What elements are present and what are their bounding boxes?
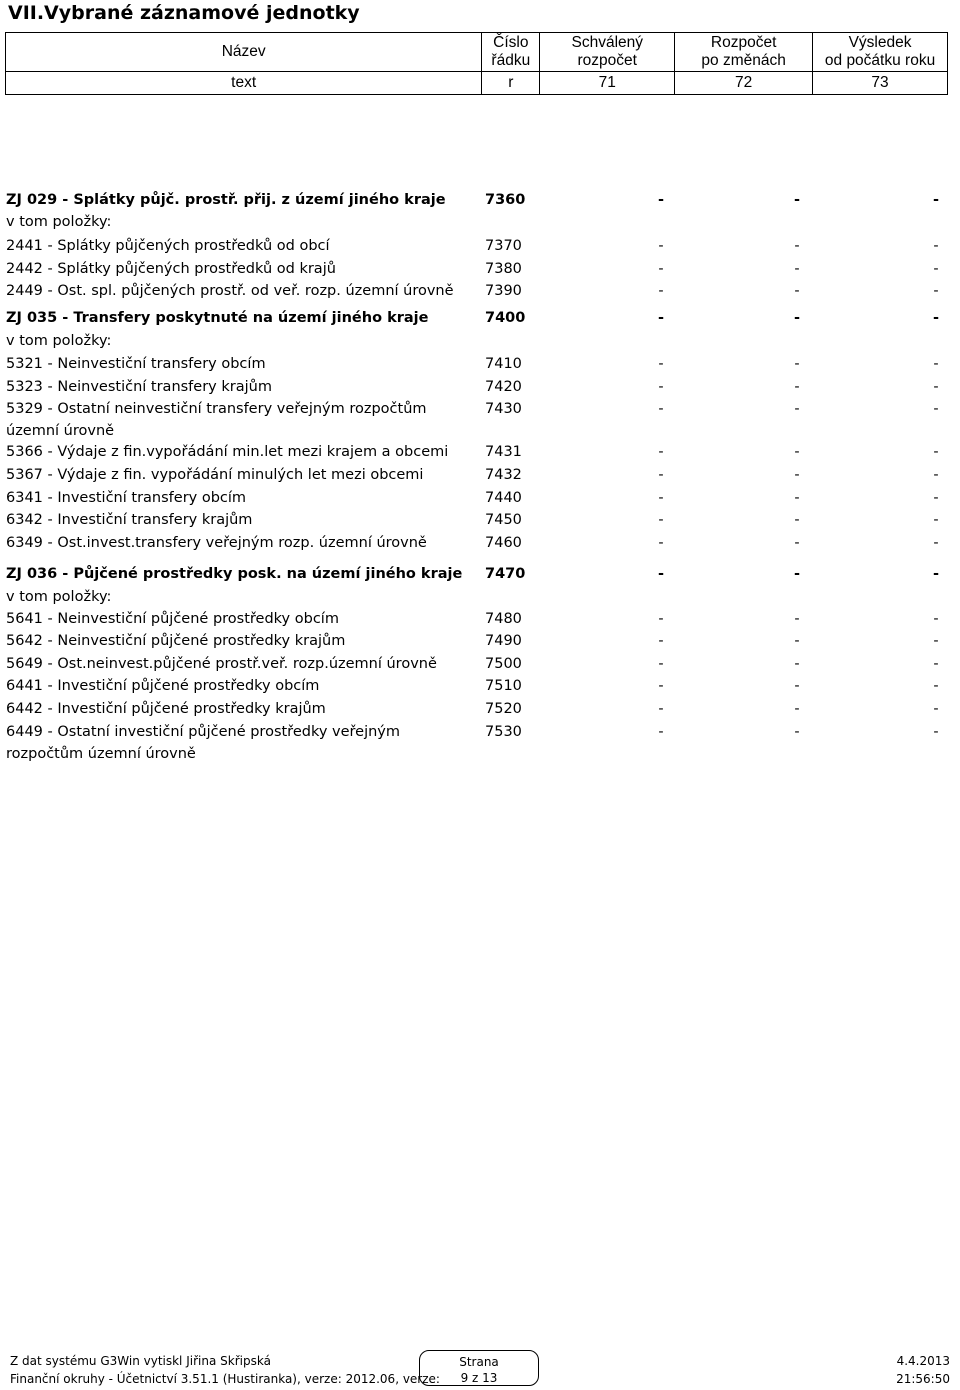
approved-budget-value: -: [658, 379, 664, 395]
row-label: 5323 - Neinvestiční transfery krajům: [6, 379, 272, 395]
approved-budget-value: -: [658, 656, 664, 672]
ytd-result-value: -: [933, 379, 939, 395]
adjusted-budget-value: -: [794, 633, 800, 649]
approved-budget-value: -: [658, 490, 664, 506]
subheader-row: r: [482, 72, 540, 95]
adjusted-budget-value: -: [794, 490, 800, 506]
approved-budget-value: -: [658, 261, 664, 277]
adjusted-budget-value: -: [794, 535, 800, 551]
footer-time: 21:56:50: [896, 1372, 950, 1386]
row-number: 7490: [485, 633, 522, 649]
approved-budget-value: -: [658, 535, 664, 551]
row-label: 5641 - Neinvestiční půjčené prostředky obcím: [6, 611, 339, 627]
header-approved-budget: Schválený rozpočet: [540, 33, 675, 72]
approved-budget-value: -: [658, 512, 664, 528]
ytd-result-value: -: [932, 310, 940, 326]
approved-budget-value: -: [658, 678, 664, 694]
row-label: 6442 - Investiční půjčené prostředky krajům: [6, 701, 326, 717]
row-label: 5329 - Ostatní neinvestiční transfery veřejným rozpočtům územní úrovně: [6, 401, 427, 439]
ytd-result-value: -: [933, 401, 939, 417]
ytd-result-value: -: [933, 724, 939, 740]
approved-budget-value: -: [658, 401, 664, 417]
approved-budget-value: -: [658, 356, 664, 372]
approved-budget-value: -: [658, 238, 664, 254]
row-label: ZJ 029 - Splátky půjč. prostř. přij. z území jiného kraje: [6, 192, 446, 208]
ytd-result-value: -: [933, 611, 939, 627]
adjusted-budget-value: -: [793, 310, 801, 326]
approved-budget-value: -: [658, 283, 664, 299]
adjusted-budget-value: -: [794, 261, 800, 277]
row-label: 5367 - Výdaje z fin. vypořádání minulých let mezi obcemi: [6, 467, 424, 483]
row-number: 7530: [485, 724, 522, 740]
approved-budget-value: -: [657, 310, 665, 326]
page-value: 9 z 13: [460, 1371, 498, 1385]
row-label: 6441 - Investiční půjčené prostředky obcím: [6, 678, 320, 694]
row-label: ZJ 035 - Transfery poskytnuté na území jiného kraje: [6, 310, 429, 326]
subheader-b: 72: [675, 72, 813, 95]
approved-budget-value: -: [658, 701, 664, 717]
ytd-result-value: -: [933, 356, 939, 372]
approved-budget-value: -: [657, 566, 665, 582]
row-number: 7510: [485, 678, 522, 694]
ytd-result-value: -: [933, 283, 939, 299]
row-label: 2449 - Ost. spl. půjčených prostř. od veř. rozp. územní úrovně: [6, 283, 454, 299]
row-label: 2442 - Splátky půjčených prostředků od krajů: [6, 261, 336, 277]
ytd-result-value: -: [933, 238, 939, 254]
row-number: 7520: [485, 701, 522, 717]
page-footer: [0, 1350, 960, 1390]
row-label: v tom položky:: [6, 333, 112, 349]
footer-system-info: Finanční okruhy - Účetnictví 3.51.1 (Hustiranka), verze: 2012.06, verze:: [10, 1372, 440, 1386]
adjusted-budget-value: -: [794, 283, 800, 299]
ytd-result-value: -: [933, 535, 939, 551]
row-number: 7360: [485, 192, 526, 208]
row-label: 6341 - Investiční transfery obcím: [6, 490, 247, 506]
header-adjusted-budget: Rozpočet po změnách: [675, 33, 813, 72]
row-label: 5649 - Ost.neinvest.půjčené prostř.veř. rozp.územní úrovně: [6, 656, 437, 672]
ytd-result-value: -: [933, 490, 939, 506]
subheader-c: 73: [813, 72, 948, 95]
approved-budget-value: -: [657, 192, 665, 208]
ytd-result-value: -: [933, 512, 939, 528]
approved-budget-value: -: [658, 633, 664, 649]
ytd-result-value: -: [932, 566, 940, 582]
adjusted-budget-value: -: [794, 656, 800, 672]
row-label: v tom položky:: [6, 214, 112, 230]
header-ytd-result: Výsledek od počátku roku: [813, 33, 948, 72]
row-number: 7370: [485, 238, 522, 254]
ytd-result-value: -: [933, 467, 939, 483]
footer-printed-by: Z dat systému G3Win vytiskl Jiřina Skřipská: [10, 1354, 271, 1368]
row-number: 7460: [485, 535, 522, 551]
ytd-result-value: -: [933, 261, 939, 277]
footer-date: 4.4.2013: [896, 1354, 950, 1368]
ytd-result-value: -: [933, 633, 939, 649]
subheader-a: 71: [540, 72, 675, 95]
adjusted-budget-value: -: [794, 512, 800, 528]
row-label: v tom položky:: [6, 589, 112, 605]
adjusted-budget-value: -: [793, 192, 801, 208]
row-number: 7400: [485, 310, 526, 326]
page-title: VII.Vybrané záznamové jednotky: [8, 2, 360, 24]
row-number: 7500: [485, 656, 522, 672]
row-label: 5366 - Výdaje z fin.vypořádání min.let mezi krajem a obcemi: [6, 444, 449, 460]
row-label: 5321 - Neinvestiční transfery obcím: [6, 356, 266, 372]
adjusted-budget-value: -: [794, 401, 800, 417]
row-number: 7450: [485, 512, 522, 528]
row-number: 7420: [485, 379, 522, 395]
adjusted-budget-value: -: [794, 444, 800, 460]
column-header-table: [5, 32, 948, 95]
adjusted-budget-value: -: [794, 467, 800, 483]
ytd-result-value: -: [933, 701, 939, 717]
adjusted-budget-value: -: [794, 724, 800, 740]
adjusted-budget-value: -: [794, 379, 800, 395]
approved-budget-value: -: [658, 444, 664, 460]
page-number-box: [419, 1350, 539, 1386]
ytd-result-value: -: [933, 678, 939, 694]
row-number: 7410: [485, 356, 522, 372]
ytd-result-value: -: [933, 444, 939, 460]
subheader-name: text: [6, 72, 482, 95]
adjusted-budget-value: -: [793, 566, 801, 582]
row-label: ZJ 036 - Půjčené prostředky posk. na území jiného kraje: [6, 566, 463, 582]
approved-budget-value: -: [658, 724, 664, 740]
adjusted-budget-value: -: [794, 356, 800, 372]
ytd-result-value: -: [933, 656, 939, 672]
adjusted-budget-value: -: [794, 701, 800, 717]
adjusted-budget-value: -: [794, 611, 800, 627]
header-name: Název: [6, 33, 482, 72]
row-number: 7380: [485, 261, 522, 277]
row-label: 5642 - Neinvestiční půjčené prostředky krajům: [6, 633, 346, 649]
header-row-number: Číslo řádku: [482, 33, 540, 72]
row-number: 7390: [485, 283, 522, 299]
page-label: Strana: [459, 1355, 499, 1369]
row-label: 6449 - Ostatní investiční půjčené prostředky veřejným rozpočtům územní úrovně: [6, 724, 401, 762]
row-number: 7480: [485, 611, 522, 627]
row-number: 7470: [485, 566, 526, 582]
row-number: 7440: [485, 490, 522, 506]
row-label: 6342 - Investiční transfery krajům: [6, 512, 253, 528]
row-label: 2441 - Splátky půjčených prostředků od obcí: [6, 238, 330, 254]
approved-budget-value: -: [658, 467, 664, 483]
ytd-result-value: -: [932, 192, 940, 208]
row-number: 7432: [485, 467, 522, 483]
row-number: 7430: [485, 401, 522, 417]
row-number: 7431: [485, 444, 522, 460]
adjusted-budget-value: -: [794, 238, 800, 254]
adjusted-budget-value: -: [794, 678, 800, 694]
approved-budget-value: -: [658, 611, 664, 627]
row-label: 6349 - Ost.invest.transfery veřejným rozp. územní úrovně: [6, 535, 427, 551]
